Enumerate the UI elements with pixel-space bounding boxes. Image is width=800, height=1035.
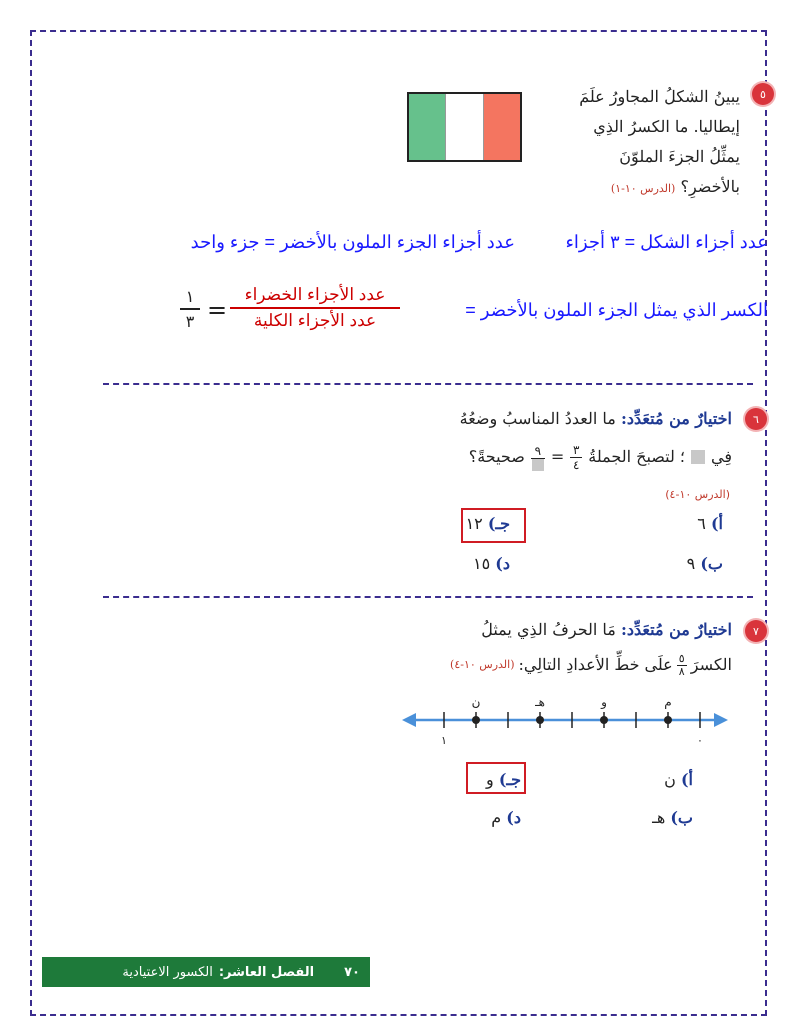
equals-sign: = [207,296,228,324]
q6-option-d-label: د) [495,554,510,573]
q5-line-4 [579,172,740,204]
result-fraction-bar [180,308,200,310]
word-fraction-denominator: عدد الأجزاء الكلية [253,311,377,330]
q6-title: اختيارٌ من مُتعَدِّد: [620,409,732,428]
question-6-number: ٦ [745,408,767,430]
q7-option-b[interactable] [652,808,693,827]
footer-page-number: ٧٠ [344,964,360,980]
q5-lesson-ref: (الدرس ١٠-١) [610,182,676,195]
arrow-left-icon [402,713,416,727]
answer-green-parts: عدد أجزاء الجزء الملون بالأخضر = جزء واحد [190,232,515,252]
q6-eq: = [550,447,565,466]
q7-lesson-ref: (الدرس ١٠-٤) [450,658,515,671]
italy-flag [407,92,522,162]
page-footer [42,957,370,987]
footer-chapter: الفصل العاشر: [218,964,315,980]
q7-text-2a: الكسرَ [690,655,732,674]
q6-option-a-label: أ) [710,514,723,533]
q5-line-1: يبينُ الشكلُ المجاورُ علَمَ [579,87,740,106]
question-7-line-2 [450,650,732,680]
q6-frac2-num: ٩ [534,443,542,458]
q7-option-b-value: هـ [652,808,666,827]
q6-correct-answer-highlight [461,508,526,543]
flag-white-stripe [445,94,483,160]
point-1 [664,716,672,724]
flag-green-stripe [409,94,445,160]
q7-option-c-label: جـ) [498,770,521,789]
point-label: ن [471,695,481,709]
separator-2 [103,596,753,598]
q7-option-c-value: و [486,770,494,789]
question-6-line-2 [469,442,732,472]
question-5-number: ٥ [752,83,774,105]
question-7-line-1 [481,615,732,645]
blank-box [691,450,705,464]
q6-lesson-ref: (الدرس ١٠-٤) [665,488,730,501]
q7-option-a[interactable] [664,770,693,789]
q6-fraction-1 [570,443,582,472]
q6-text-2b: ؛ لتصبحَ الجملةُ [588,447,686,466]
q7-option-d-value: م [491,808,502,827]
q6-option-b[interactable] [687,554,723,573]
q6-frac1-num: ٣ [573,442,580,457]
q7-option-a-value: ن [664,770,676,789]
q6-option-d[interactable] [473,554,510,573]
q7-frac-num: ٥ [678,651,685,665]
q7-text-1: مَا الحرفُ الذِي يمثلُ [481,620,616,639]
separator-1 [103,383,753,385]
point-3 [600,716,608,724]
q6-option-d-value: ١٥ [473,554,491,573]
q6-text-1: ما العددُ المناسبُ وضعُهُ [459,409,616,428]
q7-option-a-label: أ) [680,770,693,789]
word-fraction-bar [230,307,400,309]
point-label: م [664,695,672,709]
word-fraction [230,285,400,331]
point-5 [536,716,544,724]
q7-option-b-label: ب) [670,808,693,827]
q6-option-c-value: ١٢ [465,514,483,533]
q6-option-b-value: ٩ [686,554,696,573]
q7-option-d[interactable] [491,808,521,827]
number-line [400,690,730,760]
q6-option-b-label: ب) [700,554,723,573]
q6-option-a[interactable] [697,514,723,533]
result-denominator: ٣ [185,312,195,331]
point-label: و [601,695,607,709]
result-fraction [180,287,200,331]
question-6-line-1 [460,404,732,434]
question-7-number: ٧ [745,620,767,642]
word-fraction-numerator: عدد الأجزاء الخضراء [244,285,386,304]
result-numerator: ١ [185,287,195,306]
q7-title: اختيارٌ من مُتعَدِّد: [620,620,732,639]
flag-red-stripe [484,94,520,160]
q6-fraction-2 [531,444,545,471]
label-zero: ٠ [697,734,703,747]
q6-option-c-label: جـ) [487,514,510,533]
q6-option-a-value: ٦ [697,514,706,533]
arrow-right-icon [714,713,728,727]
q5-line-2: إيطاليا. ما الكسرُ الذِي [593,117,740,136]
q6-text-2a: فِي [711,447,732,466]
q7-text-2b: علَى خطِّ الأعدادِ التالِي: [518,655,673,674]
point-label: هـ [535,695,545,709]
point-7 [472,716,480,724]
label-one: ١ [441,734,447,747]
answer-total-parts: عدد أجزاء الشكل = ٣ أجزاء [565,232,768,252]
answer-fraction-sentence: الكسر الذي يمثل الجزء الملون بالأخضر = [465,300,768,320]
q6-frac2-blank [532,459,544,471]
footer-topic: الكسور الاعتيادية [122,964,213,980]
q6-text-2c: صحيحةً؟ [468,447,525,466]
q7-frac-den: ٨ [678,664,685,678]
q7-fraction [677,653,687,678]
q7-option-d-label: د) [506,808,521,827]
question-5-text [579,82,740,204]
q5-line-3: يمثِّلُ الجزءَ الملوّنَ [619,147,740,166]
q6-frac1-den: ٤ [573,457,580,472]
q5-line-4-text: بالأخضرِ؟ [680,177,740,196]
q7-correct-answer-highlight [466,762,526,794]
